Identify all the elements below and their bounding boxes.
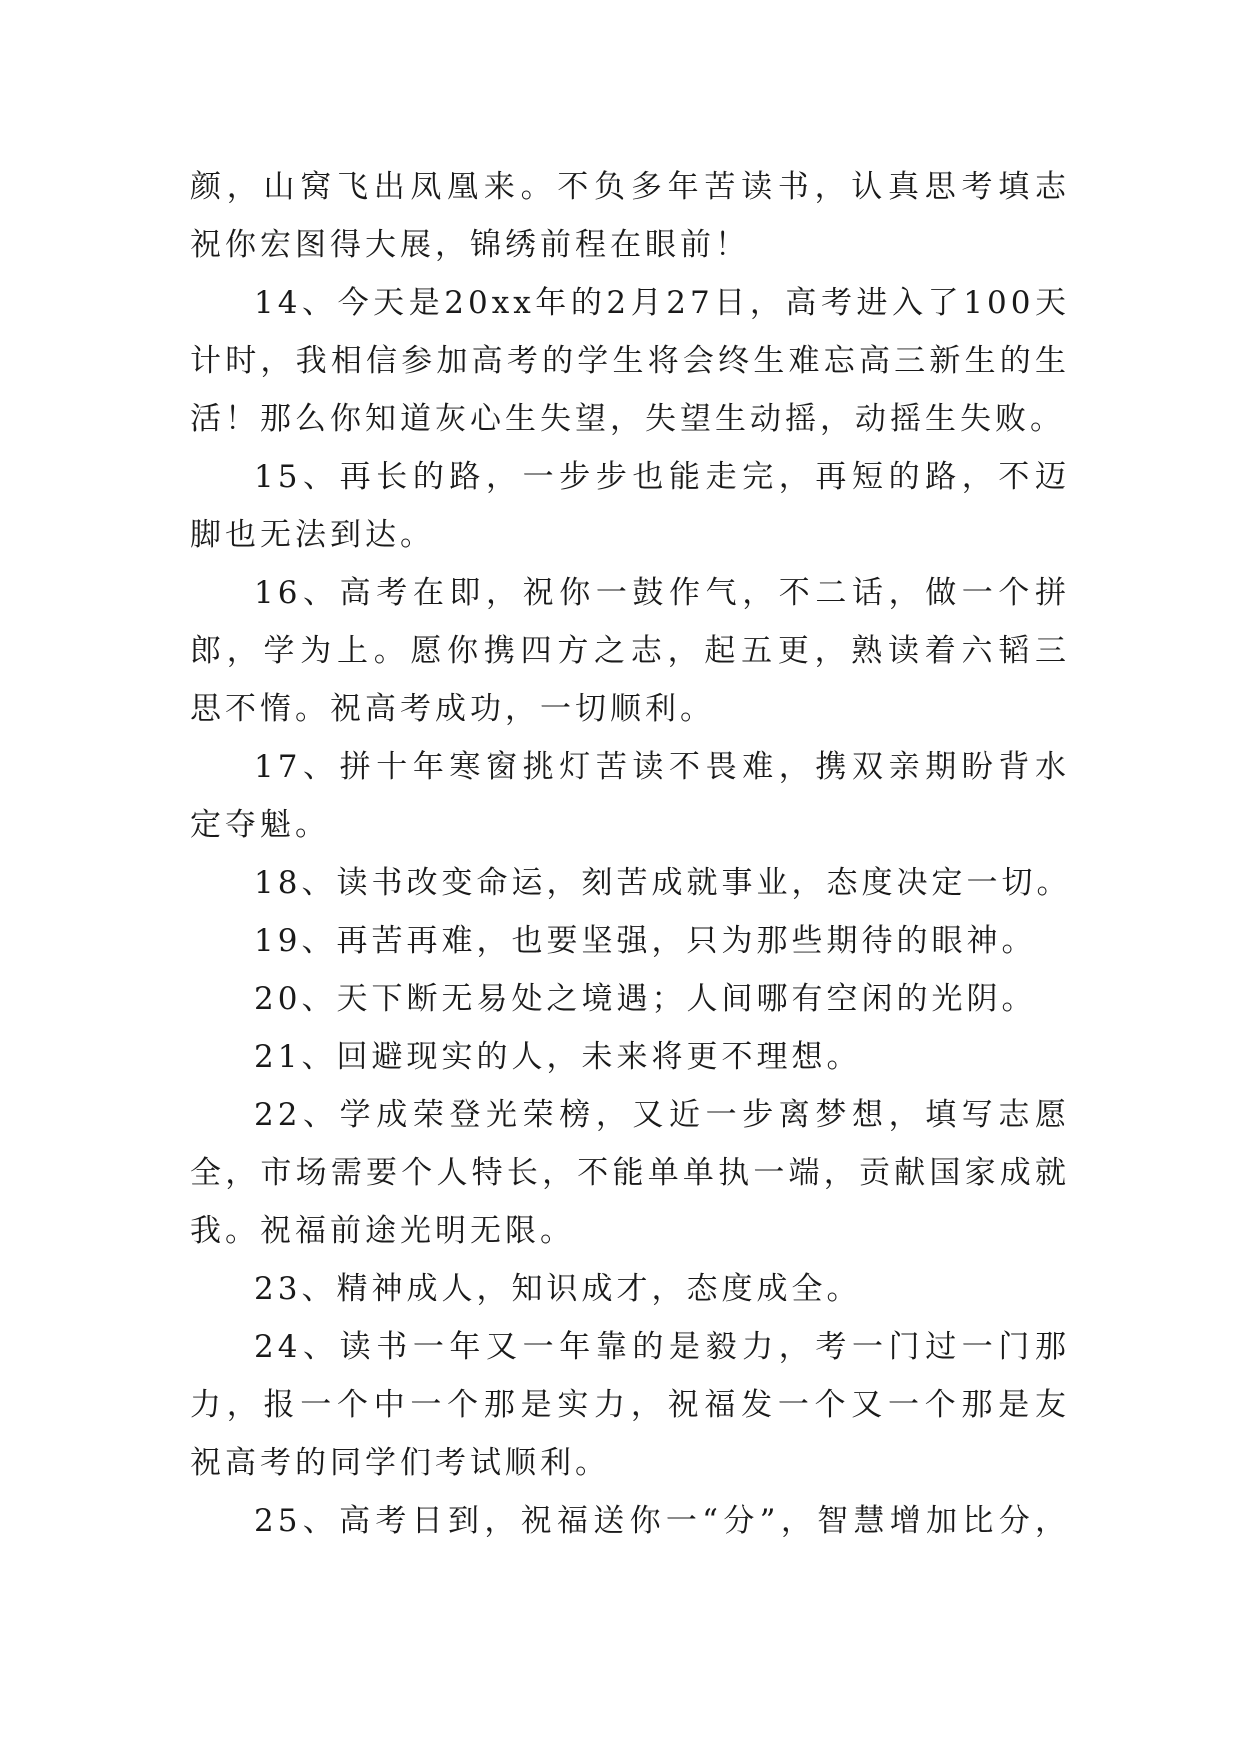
text-line: 定夺魁。 <box>190 807 330 843</box>
text-line: 全，市场需要个人特长，不能单单执一端，贡献国家成就 <box>190 1155 1070 1191</box>
text-line: 20、天下断无易处之境遇；人间哪有空闲的光阴。 <box>254 981 1037 1017</box>
text-line: 15、再长的路，一步步也能走完，再短的路，不迈 <box>254 459 1070 495</box>
text-line: 颜，山窝飞出凤凰来。不负多年苦读书，认真思考填志 <box>190 169 1070 205</box>
text-line: 25、高考日到，祝福送你一“分”，智慧增加比分， <box>254 1503 1070 1539</box>
text-line: 14、今天是20xx年的2月27日，高考进入了100天 <box>254 285 1070 321</box>
text-line: 祝你宏图得大展，锦绣前程在眼前！ <box>190 227 750 263</box>
text-line: 祝高考的同学们考试顺利。 <box>190 1445 610 1481</box>
text-line: 力，报一个中一个那是实力，祝福发一个又一个那是友 <box>190 1387 1070 1423</box>
text-line: 19、再苦再难，也要坚强，只为那些期待的眼神。 <box>254 923 1037 959</box>
document-body <box>190 158 1070 1550</box>
text-line: 活！那么你知道灰心生失望，失望生动摇，动摇生失败。 <box>190 401 1065 437</box>
text-line: 23、精神成人，知识成才，态度成全。 <box>254 1271 862 1307</box>
text-line: 16、高考在即，祝你一鼓作气，不二话，做一个拼 <box>254 575 1070 611</box>
text-line: 计时，我相信参加高考的学生将会终生难忘高三新生的生 <box>190 343 1070 379</box>
text-line: 郎，学为上。愿你携四方之志，起五更，熟读着六韬三 <box>190 633 1070 669</box>
text-line: 18、读书改变命运，刻苦成就事业，态度决定一切。 <box>254 865 1072 901</box>
text-line: 24、读书一年又一年靠的是毅力，考一门过一门那 <box>254 1329 1070 1365</box>
text-line: 思不惰。祝高考成功，一切顺利。 <box>190 691 715 727</box>
text-line: 17、拼十年寒窗挑灯苦读不畏难，携双亲期盼背水 <box>254 749 1070 785</box>
text-line: 我。祝福前途光明无限。 <box>190 1213 575 1249</box>
text-line: 22、学成荣登光荣榜，又近一步离梦想，填写志愿 <box>254 1097 1070 1133</box>
text-line: 脚也无法到达。 <box>190 517 435 553</box>
text-line: 21、回避现实的人，未来将更不理想。 <box>254 1039 862 1075</box>
